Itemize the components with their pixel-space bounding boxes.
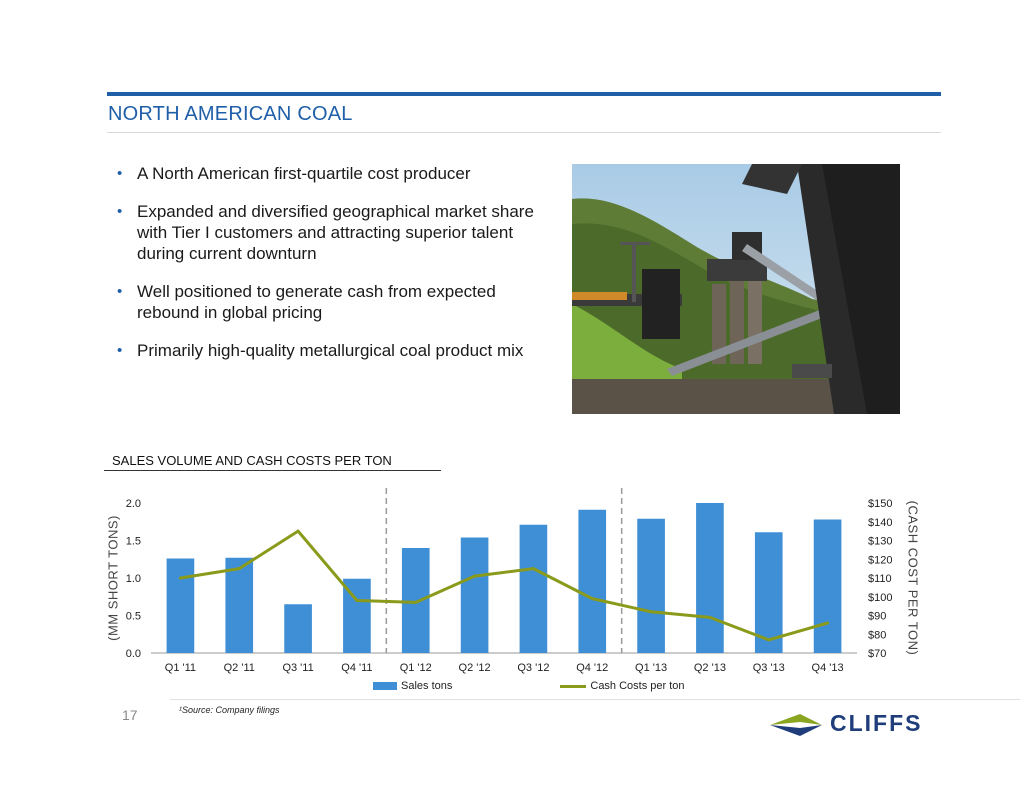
x-tick-label: Q1 '11 <box>164 662 197 674</box>
point-cash-cost <box>355 599 358 602</box>
bullet-marker: • <box>117 283 123 300</box>
point-cash-cost <box>414 601 417 604</box>
x-tick-label: Q4 '13 <box>811 662 844 674</box>
y-tick-label-right: $80 <box>868 629 887 642</box>
bar-sales-tons <box>755 532 783 653</box>
bar-sales-tons <box>461 538 489 654</box>
y-tick-label-left: 1.5 <box>125 535 141 548</box>
bar-sales-tons <box>637 519 665 653</box>
title-accent-bar <box>107 92 941 96</box>
x-tick-label: Q2 '13 <box>693 662 726 674</box>
bar-sales-tons <box>284 604 312 653</box>
point-cash-cost <box>532 567 535 570</box>
bullet-item <box>117 281 547 323</box>
y-tick-label-right: $70 <box>868 648 887 660</box>
x-tick-label: Q1 '12 <box>399 662 432 674</box>
source-footnote: ¹Source: Company filings <box>179 705 280 715</box>
point-cash-cost <box>826 622 829 625</box>
y-tick-label-right: $120 <box>868 554 893 567</box>
y-tick-label-left: 1.0 <box>125 573 141 585</box>
point-cash-cost <box>473 575 476 578</box>
bullet-marker: • <box>117 342 123 359</box>
point-cash-cost <box>238 567 241 570</box>
y-tick-label-left: 0.5 <box>125 610 141 623</box>
bar-sales-tons <box>225 558 253 653</box>
y-tick-label-right: $100 <box>868 591 893 604</box>
y-tick-label-left: 2.0 <box>125 498 141 510</box>
y-tick-label-right: $150 <box>868 498 893 510</box>
x-tick-label: Q1 '13 <box>635 662 668 674</box>
bar-sales-tons <box>343 579 371 653</box>
bullet-text: Primarily high-quality metallurgical coal product mix <box>137 341 524 360</box>
x-tick-label: Q3 '11 <box>282 662 314 674</box>
slide-title: NORTH AMERICAN COAL <box>108 103 353 125</box>
bullet-list <box>117 163 547 378</box>
bar-sales-tons <box>696 503 724 653</box>
bar-sales-tons <box>814 520 842 654</box>
y-tick-label-right: $90 <box>868 610 887 623</box>
point-cash-cost <box>297 530 300 533</box>
y-tick-label-left: 0.0 <box>125 648 141 660</box>
logo-wordmark: CLIFFS <box>830 710 923 736</box>
point-cash-cost <box>179 577 182 580</box>
bullet-item <box>117 201 547 264</box>
chart-heading-underline <box>104 470 441 471</box>
chart-heading: SALES VOLUME AND CASH COSTS PER TON <box>112 453 392 468</box>
page-number: 17 <box>122 707 138 723</box>
x-tick-label: Q2 '11 <box>223 662 255 674</box>
point-cash-cost <box>650 610 653 613</box>
y-axis-label-left: (MM SHORT TONS) <box>105 515 121 641</box>
bar-sales-tons <box>167 559 195 654</box>
x-tick-label: Q3 '13 <box>752 662 785 674</box>
line-cash-costs <box>180 531 827 640</box>
y-axis-label-right: (CASH COST PER TON) <box>905 500 921 656</box>
y-tick-label-right: $140 <box>868 516 893 529</box>
point-cash-cost <box>767 638 770 641</box>
footer-divider <box>170 699 1020 700</box>
coal-plant-photo <box>572 164 900 414</box>
x-tick-label: Q4 '11 <box>341 662 373 674</box>
bullet-text: Well positioned to generate cash from expected rebound in global pricing <box>137 282 496 322</box>
x-tick-label: Q3 '12 <box>517 662 550 674</box>
bullet-marker: • <box>117 203 123 220</box>
bar-sales-tons <box>578 510 606 653</box>
legend-label-sales-tons: Sales tons <box>401 680 453 692</box>
bullet-item <box>117 163 547 184</box>
legend-swatch-cash-costs <box>560 685 586 688</box>
cliffs-logo-icon <box>770 712 830 738</box>
bullet-item <box>117 340 547 361</box>
bullet-text: A North American first-quartile cost producer <box>137 164 471 183</box>
y-tick-label-right: $130 <box>868 535 893 548</box>
x-tick-label: Q4 '12 <box>576 662 609 674</box>
title-divider <box>107 132 941 133</box>
logo-mark-top <box>770 714 822 725</box>
chart-legend <box>373 680 685 692</box>
photo-illustration <box>572 164 900 414</box>
legend-label-cash-costs: Cash Costs per ton <box>590 680 685 692</box>
bar-sales-tons <box>402 548 430 653</box>
bullet-marker: • <box>117 165 123 182</box>
y-tick-label-right: $110 <box>868 573 892 585</box>
point-cash-cost <box>591 597 594 600</box>
logo-mark-bottom <box>770 725 822 736</box>
legend-swatch-sales-tons <box>373 682 397 690</box>
x-tick-label: Q2 '12 <box>458 662 491 674</box>
bullet-text: Expanded and diversified geographical market share with Tier I customers and attracting superior talent during current downturn <box>137 202 534 263</box>
point-cash-cost <box>708 616 711 619</box>
bar-sales-tons <box>520 525 548 653</box>
